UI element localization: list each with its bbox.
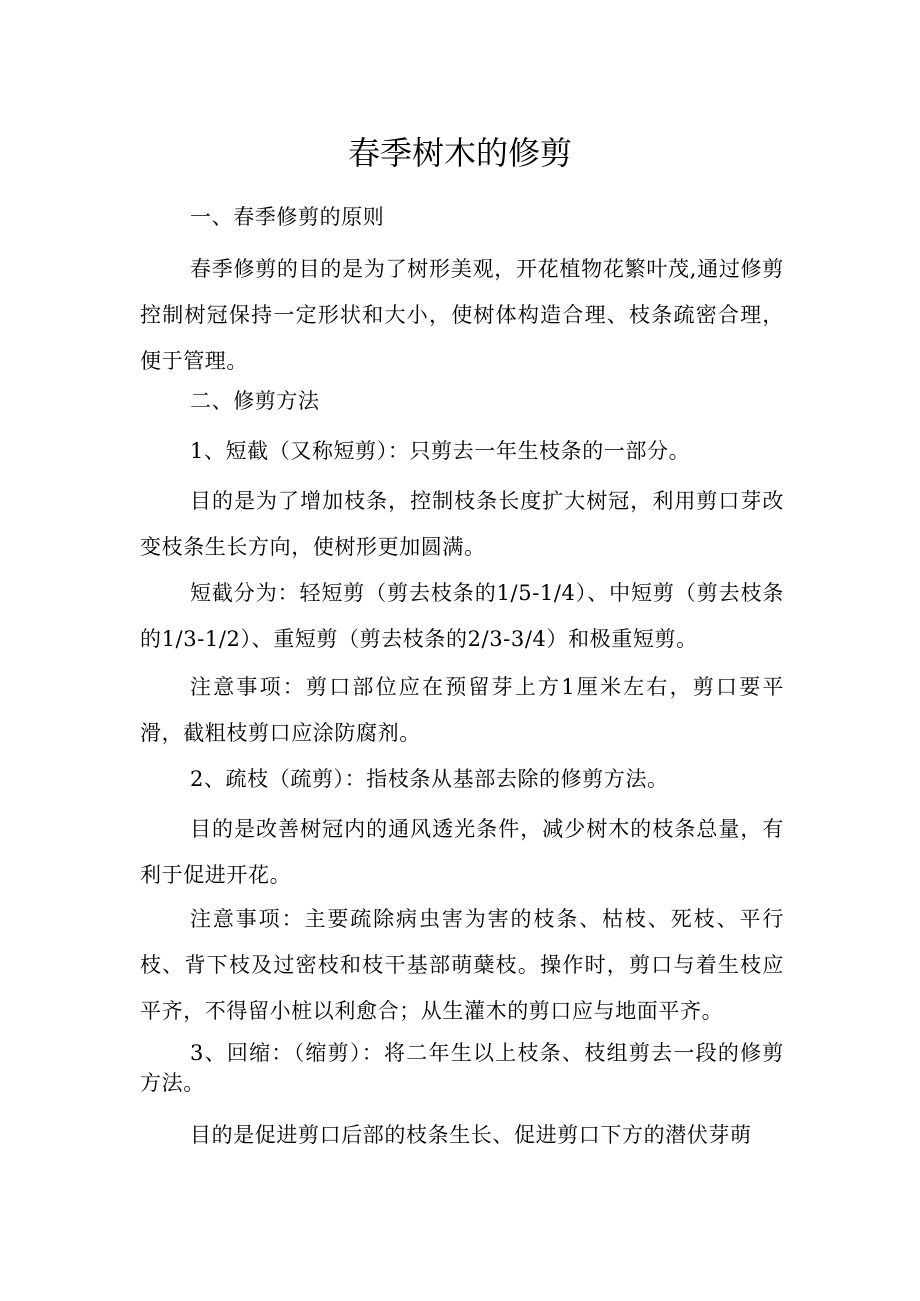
paragraph-retraction-purpose: 目的是促进剪口后部的枝条生长、促进剪口下方的潜伏芽萌 [190,1123,752,1147]
paragraph-short-cut-purpose: 目的是为了增加枝条，控制枝条长度扩大树冠，利用剪口芽改变枝条生长方向，使树形更加圆满。 [140,489,784,559]
paragraph-short-cut-notes: 注意事项：剪口部位应在预留芽上方1厘米左右，剪口要平滑，截粗枝剪口应涂防腐剂。 [140,675,784,745]
section-heading-methods: 二、修剪方法 [190,389,320,413]
paragraph-retraction-definition: 3、回缩：（缩剪）：将二年生以上枝条、枝组剪去一段的修剪方法。 [140,1041,784,1095]
paragraph-thinning-purpose: 目的是改善树冠内的通风透光条件，减少树木的枝条总量，有利于促进开花。 [140,817,784,887]
paragraph-short-cut-types: 短截分为：轻短剪（剪去枝条的1/5-1/4）、中短剪（剪去枝条的1/3-1/2）、重短剪（剪去枝条的2/3-3/4）和极重短剪。 [140,581,784,651]
paragraph-principles: 春季修剪的目的是为了树形美观，开花植物花繁叶茂,通过修剪控制树冠保持一定形状和大小，使树体构造合理、枝条疏密合理，便于管理。 [140,257,784,373]
paragraph-thinning-definition: 2、疏枝（疏剪）：指枝条从基部去除的修剪方法。 [190,767,669,791]
paragraph-short-cut-definition: 1、短截（又称短剪）：只剪去一年生枝条的一部分。 [190,439,691,463]
section-heading-principles: 一、春季修剪的原则 [190,205,385,229]
document-title: 春季树木的修剪 [347,134,572,172]
paragraph-thinning-notes: 注意事项：主要疏除病虫害为害的枝条、枯枝、死枝、平行枝、背下枝及过密枝和枝干基部萌蘖枝。操作时，剪口与着生枝应平齐，不得留小桩以利愈合；从生灌木的剪口应与地面平齐。 [140,907,784,1023]
